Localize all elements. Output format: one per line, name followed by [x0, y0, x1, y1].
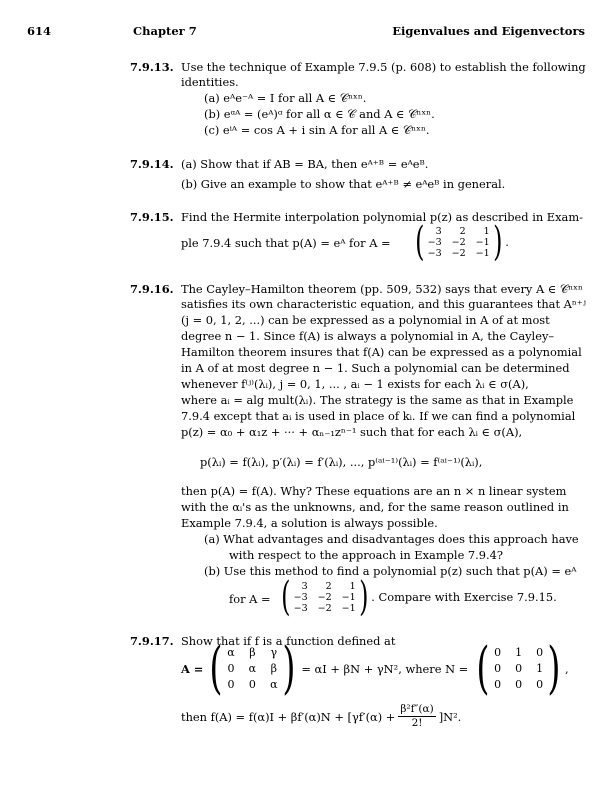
ex16-line: p(z) = α₀ + α₁z + ··· + αₙ₋₁zⁿ⁻¹ such that for each λᵢ ∈ σ(A), [181, 425, 523, 439]
ex13-text-1: Use the technique of Example 7.9.5 (p. 608) to establish the following [181, 60, 586, 74]
ex16-equation: p(λᵢ) = f(λᵢ), p′(λᵢ) = f′(λᵢ), ..., p⁽ᵃⁱ⁻¹⁾(λᵢ) = f⁽ᵃⁱ⁻¹⁾(λᵢ), [200, 455, 483, 469]
ex15-matrix: ( 3 2 1 −3 −2 −1 −3 −2 −1 ) . [415, 219, 509, 265]
exercise-label-13: 7.9.13. [130, 60, 174, 74]
ex16-line: 7.9.4 except that aᵢ is used in place of kᵢ. If we can find a polynomial [181, 409, 576, 423]
ex16-part-b-1: (b) Use this method to find a polynomial p(z) such that p(A) = eᴬ [204, 564, 577, 578]
ex17-final-equation: then f(A) = f(α)I + βf′(α)N + [γf′(α) + $\frac{\text{β²f″(α)}}{2!}$ ]N². [181, 703, 462, 729]
ex13-part-b: (b) eᵅᴬ = (eᴬ)ᵅ for all α ∈ 𝒞 and A ∈ 𝒞ⁿˣⁿ. [204, 107, 435, 121]
ex14-part-b: (b) Give an example to show that eᴬ⁺ᴮ ≠ eᴬeᴮ in general. [181, 177, 506, 191]
section-title: Eigenvalues and Eigenvectors [392, 24, 585, 38]
ex15-text-1: Find the Hermite interpolation polynomial p(z) as described in Exam- [181, 210, 583, 224]
ex13-text-2: identities. [181, 75, 239, 89]
ex16-line: with the αᵢ's as the unknowns, and, for the same reason outlined in [181, 500, 569, 514]
ex16-line: Hamilton theorem insures that f(A) can be expressed as a polynomial [181, 345, 582, 359]
ex13-part-c: (c) eⁱᴬ = cos A + i sin A for all A ∈ 𝒞ⁿˣⁿ. [204, 123, 430, 137]
exercise-label-17: 7.9.17. [130, 634, 174, 648]
chapter-title: Chapter 7 [133, 24, 197, 38]
exercise-label-14: 7.9.14. [130, 157, 174, 171]
ex16-part-a-2: with respect to the approach in Example 7.9.4? [229, 548, 504, 562]
ex15-text-2: ple 7.9.4 such that p(A) = eᴬ for A = [181, 236, 391, 250]
ex16-matrix: ( 3 2 1 −3 −2 −1 −3 −2 −1 ) . Compare with Exercise 7.9.15. [281, 574, 557, 620]
ex17-text-1: Show that if f is a function defined at [181, 634, 396, 648]
page-number: 614 [27, 24, 52, 38]
ex16-line: whenever f⁽ʲ⁾(λᵢ), j = 0, 1, ... , aᵢ − 1 exists for each λᵢ ∈ σ(A), [181, 377, 529, 391]
ex16-line: (j = 0, 1, 2, ...) can be expressed as a polynomial in A of at most [181, 313, 550, 327]
ex16-line: in A of at most degree n − 1. Such a polynomial can be determined [181, 361, 570, 375]
ex16-part-b-2: for A = [229, 592, 271, 606]
ex16-part-a-1: (a) What advantages and disadvantages does this approach have [204, 532, 579, 546]
ex16-line: degree n − 1. Since f(A) is always a polynomial in A, the Cayley– [181, 329, 555, 343]
exercise-label-16: 7.9.16. [130, 282, 174, 296]
exercise-label-15: 7.9.15. [130, 210, 174, 224]
ex16-line: satisfies its own characteristic equation, and this guarantees that Aⁿ⁺ʲ [181, 297, 586, 311]
ex16-line: then p(A) = f(A). Why? These equations are an n × n linear system [181, 484, 567, 498]
ex14-part-a: (a) Show that if AB = BA, then eᴬ⁺ᴮ = eᴬeᴮ. [181, 157, 429, 171]
ex16-line: where aᵢ = alg mult(λᵢ). The strategy is the same as that in Example [181, 393, 574, 407]
ex13-part-a: (a) eᴬe⁻ᴬ = I for all A ∈ 𝒞ⁿˣⁿ. [204, 91, 367, 105]
ex17-matrix-equation: A = ( α β γ 0 α β 0 0 α ) = αI + βN + γN², where N = ( 0 1 0 0 0 1 0 0 0 ) , [181, 636, 569, 701]
ex16-line: Example 7.9.4, a solution is always possible. [181, 516, 438, 530]
ex16-line: The Cayley–Hamilton theorem (pp. 509, 532) says that every A ∈ 𝒞ⁿˣⁿ [181, 282, 583, 296]
